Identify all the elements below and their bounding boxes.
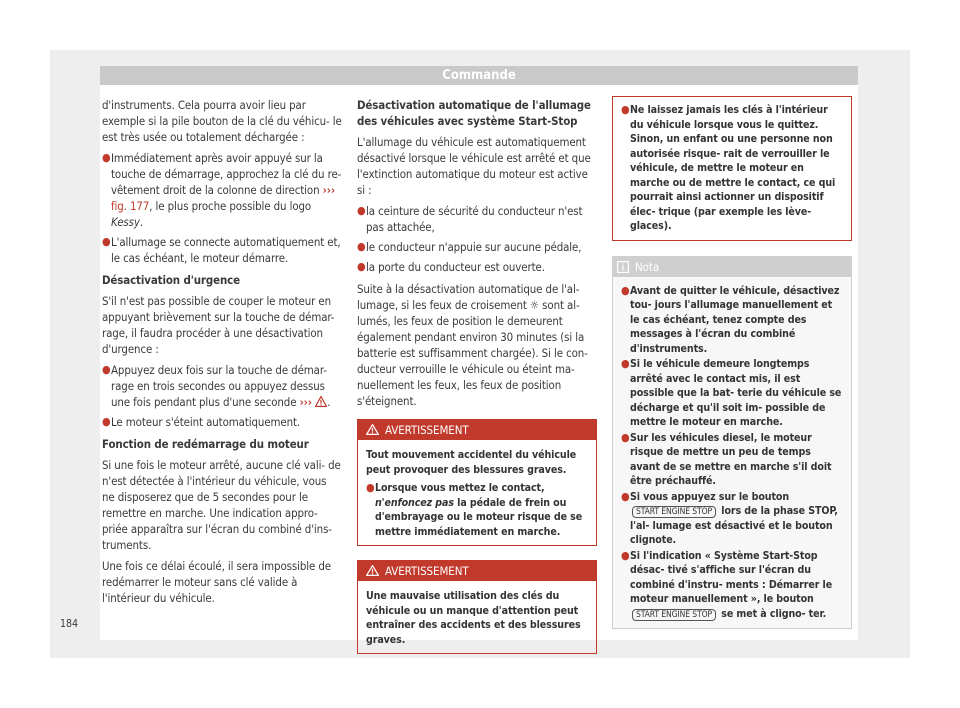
warning-body [358,581,596,653]
warning-header [358,420,596,440]
page-header: Commande [100,66,858,85]
bullet-icon: ● [621,103,630,116]
warning-icon [366,565,379,576]
bullet-icon: ● [621,548,630,562]
bullet-icon: ● [357,240,366,253]
note-header [613,257,851,277]
paragraph: S'il n'est pas possible de couper le moteur en appuyant brièvement sur la touche de démar- rage, il faudra procéder à une désactivation d'urgence : [102,294,335,356]
bullet-icon: ● [366,481,375,494]
text: Sur les véhicules diesel, le moteur risque de mettre un peu de temps avant de se mettre en marche s'il doit être préchauffé. [630,431,832,487]
warning-icon [366,424,379,435]
note-title: Nota [635,259,660,274]
paragraph: L'allumage du véhicule est automatiquement désactivé lorsque le véhicule est arrêté et que l'extinction automatique du moteur est active si : [357,135,591,197]
list-item [621,103,843,234]
column-left [102,97,342,611]
section-heading: Désactivation d'urgence [102,273,241,287]
text: . [327,395,331,409]
warning-body [358,440,596,545]
start-engine-stop-button: START ENGINE STOP [632,506,716,518]
chevron-icon: ››› [299,395,312,409]
text: L'allumage se connecte automatiquement et, le cas échéant, le moteur démarre. [111,235,341,265]
text-italic: Kessy [111,215,140,229]
note-box [612,256,852,630]
text: Immédiatement après avoir appuyé sur la touche de démarrage, approchez la clé du re- vêtement droit de la colonne de direction [111,151,342,197]
bullet-icon: ● [357,260,366,273]
bullet-icon: ● [102,235,111,248]
text: Lorsque vous mettez le contact, [375,482,545,494]
text: Appuyez deux fois sur la touche de démar- rage en trois secondes ou appuyez dessus une fois pendant plus d'une seconde [111,363,327,409]
list-item [102,234,342,266]
warning-title: AVERTISSEMENT [385,423,469,437]
text: Si vous appuyez sur le bouton [630,490,790,503]
list-item [357,239,597,255]
paragraph: Tout mouvement accidentel du véhicule peut provoquer des blessures graves. [366,449,577,476]
text: le conducteur n'appuie sur aucune pédale, [366,240,582,254]
paragraph: d'instruments. Cela pourra avoir lieu par exemple si la pile bouton de la clé du véhicu- le est très usée ou totalement déchargée : [102,98,342,144]
text: la porte du conducteur est ouverte. [366,260,545,274]
list-item [621,549,843,622]
text: , le plus proche possible du logo [149,199,312,213]
list-item [102,362,342,410]
text: Avant de quitter le véhicule, désactivez tou- jours l'allumage manuellement et le cas échéant, tenez compte des messages à l'écran du combiné d'instruments. [630,284,840,355]
warning-title: AVERTISSEMENT [385,564,469,578]
list-item [102,150,342,230]
warning-box-continued [612,96,852,241]
text: la ceinture de sécurité du conducteur n'est pas attachée, [366,204,583,234]
paragraph: Si une fois le moteur arrêté, aucune clé vali- de n'est détectée à l'intérieur du véhicule, vous ne disposerez que de 5 secondes pour le remettre en marche. Une indication appro- priée apparaîtra sur l'écran du combiné d'ins- truments. [102,458,341,552]
list-item [366,481,588,539]
warning-header [358,561,596,581]
start-engine-stop-button: START ENGINE STOP [632,609,716,621]
note-body [613,277,851,629]
paragraph [357,281,597,409]
column-middle [357,97,597,654]
text: Le moteur s'éteint automatiquement. [111,415,301,429]
text: sont al- lumés, les feux de position le demeurent également pendant environ 30 minutes (si la batterie est suffisamment chargée). Si le con- ducteur verrouille le véhicule ou éteint ma- nuellement les feux, les feux de position s'éteignent. [357,298,588,408]
bullet-icon: ● [102,151,111,164]
list-item [357,203,597,235]
warning-box [357,560,597,654]
bullet-icon: ● [357,204,366,217]
figure-link[interactable]: fig. 177 [111,199,150,213]
list-item [102,414,342,430]
text-italic: n'enfoncez pas [375,496,454,509]
chevron-icon: ››› [322,183,336,197]
bullet-icon: ● [621,430,630,444]
paragraph: Une mauvaise utilisation des clés du véhicule ou un manque d'attention peut entraîner des accidents et des blessures graves. [366,590,581,646]
text: se met à cligno- ter. [718,607,827,620]
warning-box [357,419,597,546]
section-heading: Désactivation automatique de l'allumage des véhicules avec système Start-Stop [357,98,591,128]
text: . [139,215,144,229]
text: Ne laissez jamais les clés à l'intérieur du véhicule lorsque vous le quittez. Sinon, un enfant ou une personne non autorisée risque- rait de verrouiller le véhicule, de mettre le moteur en marche ou de mettre le contact, ce qui pourrait ainsi actionner un dispositif élec- trique (par exemple les lève-glaces). [630,104,836,232]
text: la pédale de frein ou d'embrayage ou le moteur risque de se mettre immédiatement en marche. [375,496,583,538]
text: Si le véhicule demeure longtemps arrêté avec le contact mis, il est possible que la bat- terie du véhicule se décharge et qu'il soit im- possible de mettre le moteur en marche. [630,358,842,428]
text: Suite à la désactivation automatique de l'al- lumage, si les feux de croisement [357,282,580,312]
column-right [612,96,852,629]
text: Si l'indication « Système Start-Stop désac- tivé s'affiche sur l'écran du combiné d'instru- ments : Démarrer le moteur manuellement », le bouton [630,549,833,605]
section-heading: Fonction de redémarrage du moteur [102,437,309,451]
list-item [357,259,597,275]
bullet-icon: ● [621,489,630,503]
info-icon [617,261,629,273]
bullet-icon: ● [621,357,630,370]
list-item [621,357,843,430]
bullet-icon: ● [621,283,630,297]
text: lors de la phase STOP, l'al- lumage est désactivé et le bouton clignote. [630,505,838,546]
bullet-icon: ● [102,415,111,428]
low-beam-icon: ☼ [529,298,540,312]
paragraph: Une fois ce délai écoulé, il sera impossible de redémarrer le moteur sans clé valide à l'intérieur du véhicule. [102,559,331,605]
list-item [621,431,843,489]
warning-icon[interactable] [315,396,327,407]
list-item [621,284,843,357]
page-number: 184 [60,618,79,630]
list-item [621,490,843,548]
bullet-icon: ● [102,363,111,376]
